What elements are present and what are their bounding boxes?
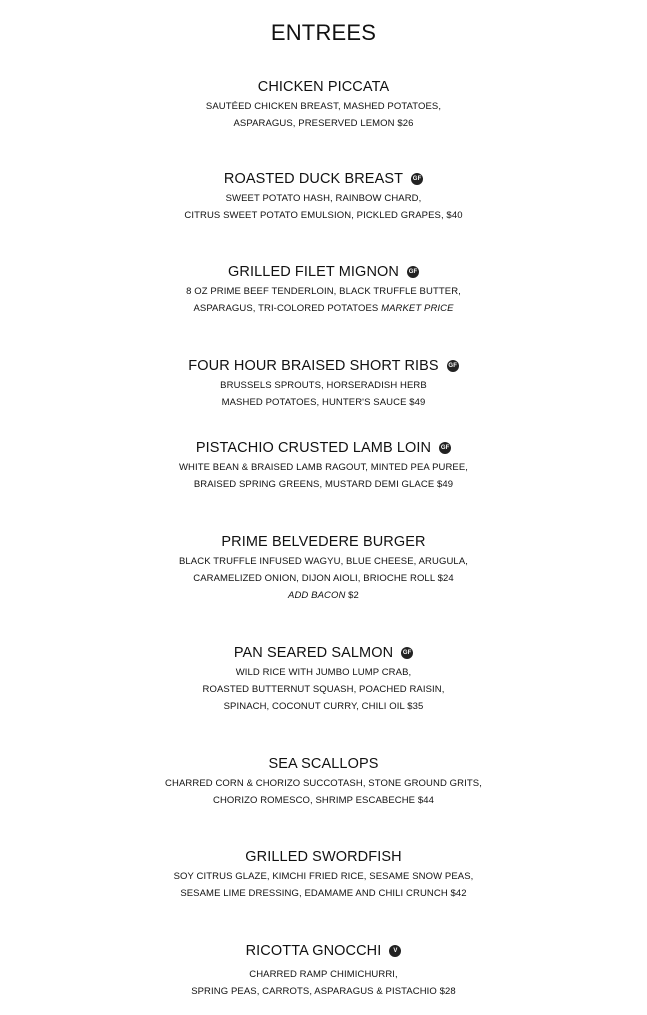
item-description: SAUTÉED CHICKEN BREAST, MASHED POTATOES, ASPARAGUS, PRESERVED LEMON $26 [205, 101, 442, 129]
menu-item-grilled-swordfish [0, 848, 647, 902]
item-description: BRUSSELS SPROUTS, HORSERADISH HERB MASHED POTATOES, HUNTER'S SAUCE $49 [220, 380, 427, 408]
item-description: 8 OZ PRIME BEEF TENDERLOIN, BLACK TRUFFLE BUTTER, ASPARAGUS, TRI-COLORED POTATOES MARKET PRICE [186, 286, 461, 314]
item-name: ROASTED DUCK BREAST GF [223, 171, 422, 187]
item-description: CHARRED CORN & CHORIZO SUCCOTASH, STONE GROUND GRITS, CHORIZO ROMESCO, SHRIMP ESCABECHE $44 [165, 778, 482, 806]
vegetarian-icon: V [389, 945, 401, 957]
menu-item-roasted-duck-breast [0, 170, 647, 224]
addon-line: ADD BACON $2 [288, 590, 359, 601]
menu-item-grilled-filet-mignon [0, 263, 647, 317]
gluten-free-icon: GF [439, 442, 451, 454]
menu-item-belvedere-burger [0, 533, 647, 604]
gluten-free-icon: GF [447, 360, 459, 372]
item-description: BLACK TRUFFLE INFUSED WAGYU, BLUE CHEESE, ARUGULA, CARAMELIZED ONION, DIJON AIOLI, BRIOCHE ROLL $24 ADD BACON $2 [0, 553, 647, 604]
gluten-free-icon: GF [411, 173, 423, 185]
item-description: WILD RICE WITH JUMBO LUMP CRAB, ROASTED BUTTERNUT SQUASH, POACHED RAISIN, SPINACH, COCONUT CURRY, CHILI OIL $35 [202, 667, 445, 712]
item-name: CHICKEN PICCATA [257, 79, 390, 95]
item-description: WHITE BEAN & BRAISED LAMB RAGOUT, MINTED PEA PUREE, BRAISED SPRING GREENS, MUSTARD DEMI GLACE $49 [178, 462, 469, 490]
item-name: GRILLED SWORDFISH [245, 849, 402, 865]
item-name: PISTACHIO CRUSTED LAMB LOIN GF [195, 440, 450, 456]
menu-item-braised-short-ribs [0, 357, 647, 411]
item-name: PRIME BELVEDERE BURGER [221, 534, 426, 550]
item-name: RICOTTA GNOCCHI V [246, 942, 402, 960]
gluten-free-icon: GF [407, 266, 419, 278]
gluten-free-icon: GF [401, 647, 413, 659]
item-description: SOY CITRUS GLAZE, KIMCHI FRIED RICE, SESAME SNOW PEAS, SESAME LIME DRESSING, EDAMAME AND CHILI CRUNCH $42 [173, 871, 474, 899]
item-name: PAN SEARED SALMON GF [233, 645, 412, 661]
item-description: CHARRED RAMP CHIMICHURRI, SPRING PEAS, CARROTS, ASPARAGUS & PISTACHIO $28 [191, 969, 456, 997]
menu-item-ricotta-gnocchi [0, 942, 647, 1000]
menu-item-pistachio-lamb-loin [0, 439, 647, 493]
item-description: SWEET POTATO HASH, RAINBOW CHARD, CITRUS SWEET POTATO EMULSION, PICKLED GRAPES, $40 [184, 193, 463, 221]
page-title: ENTREES [270, 20, 377, 45]
menu-item-chicken-piccata [0, 78, 647, 132]
item-name: GRILLED FILET MIGNON GF [228, 264, 418, 280]
market-price-label: MARKET PRICE [381, 303, 454, 314]
menu-item-sea-scallops [0, 755, 647, 809]
menu-item-pan-seared-salmon [0, 644, 647, 715]
item-name: FOUR HOUR BRAISED SHORT RIBS GF [188, 358, 457, 374]
item-name: SEA SCALLOPS [268, 756, 379, 772]
